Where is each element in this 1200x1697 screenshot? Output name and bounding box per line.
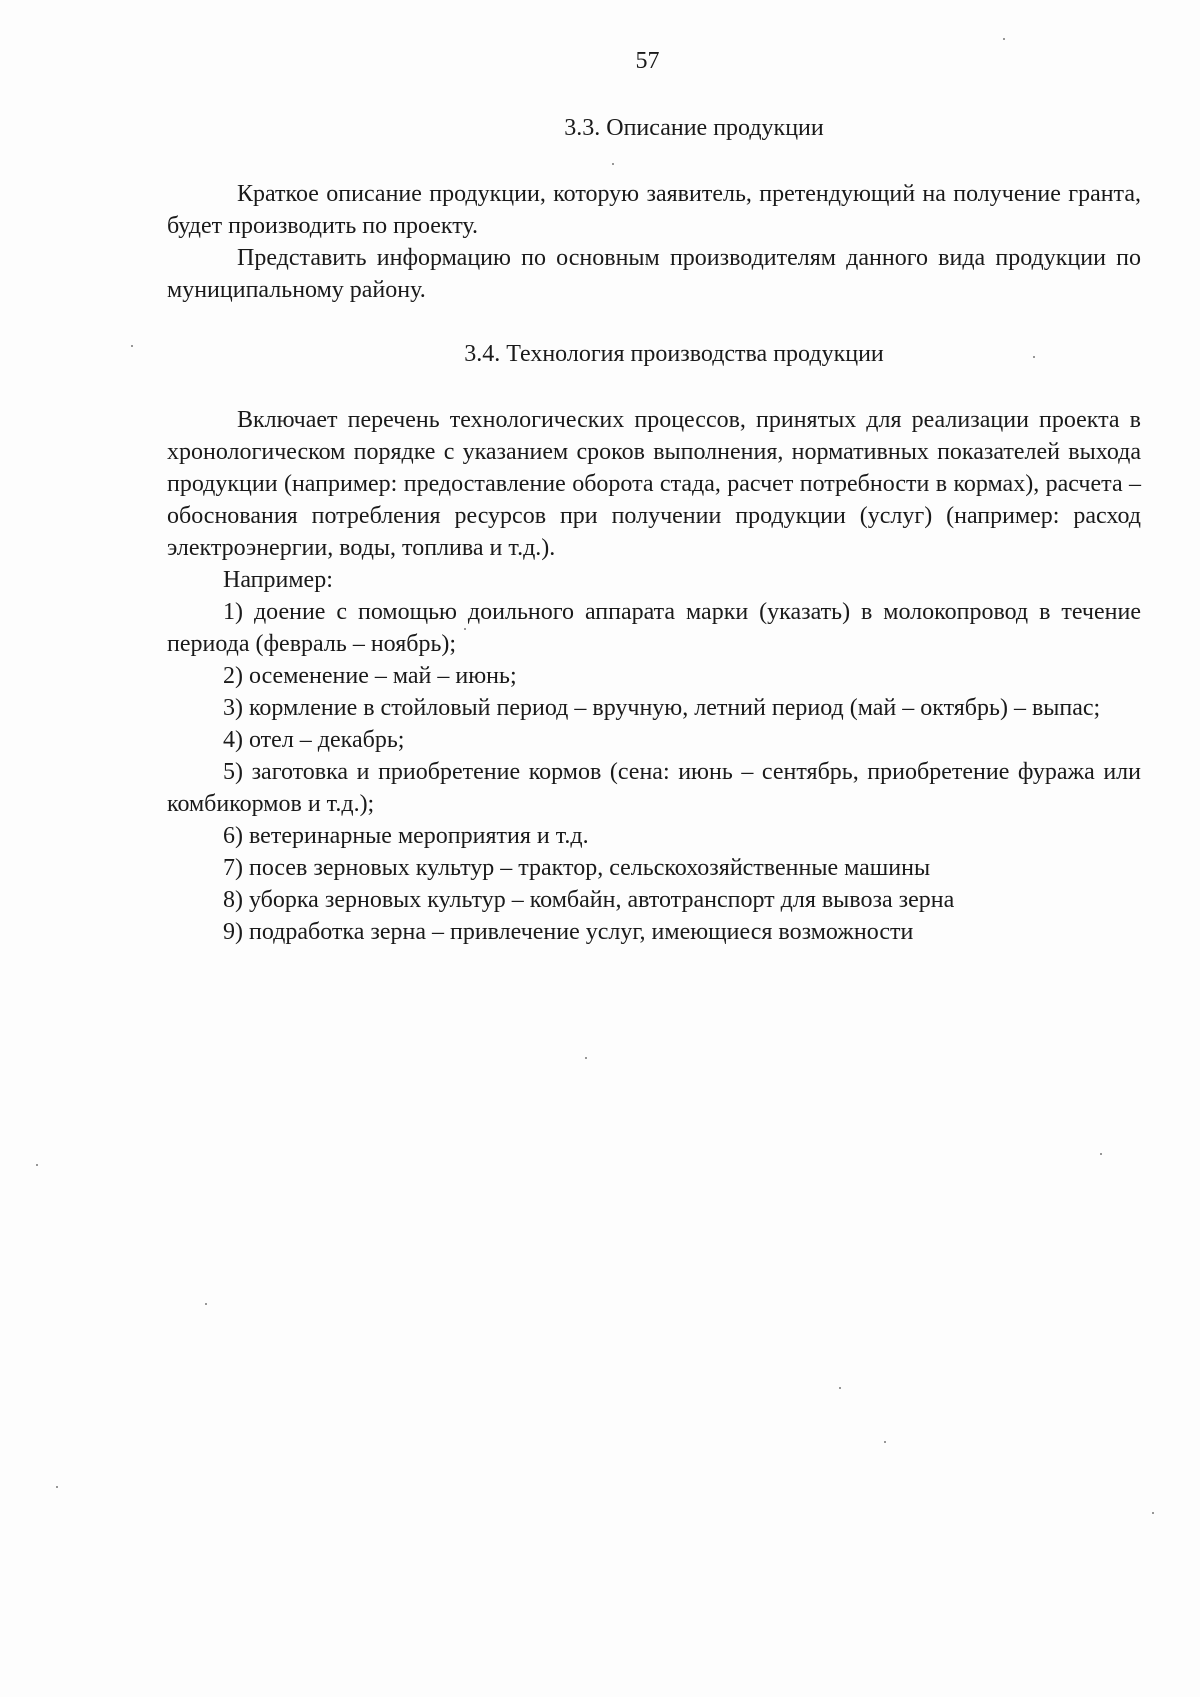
section-3-3-paragraph: Представить информацию по основным производителям данного вида продукции по муниципальному району. [167,245,1141,303]
page-content [167,112,1141,948]
list-item: 6) ветеринарные мероприятия и т.д. [223,823,589,849]
list-item: 3) кормление в стойловый период – вручную, летний период (май – октябрь) – выпас; [223,695,1101,721]
scan-speck [205,1303,207,1305]
scan-speck [585,1057,587,1059]
list-item: 5) заготовка и приобретение кормов (сена: июнь – сентябрь, приобретение фуража или комбикормов и т.д.); [167,759,1141,817]
scan-speck [464,628,466,630]
list-item: 9) подработка зерна – привлечение услуг, имеющиеся возможности [223,919,914,945]
scan-speck [1003,38,1005,40]
scan-speck [1152,1512,1154,1514]
scan-speck [36,1164,38,1166]
section-3-3-paragraph: Краткое описание продукции, которую заявитель, претендующий на получение гранта, будет производить по проекту. [167,181,1141,239]
section-3-4-title: 3.4. Технология производства продукции [464,341,884,367]
section-3-4-intro: Включает перечень технологических процессов, принятых для реализации проекта в хронологическом порядке с указанием сроков выполнения, нормативных показателей выхода продукции (например: предоставление оборота стада, расчет потребности в кормах), расчета – обоснования потребления ресурсов при получении продукции (услуг) (например: расход электроэнергии, воды, топлива и т.д.). [167,407,1141,561]
scan-speck [131,345,133,347]
list-item: 8) уборка зерновых культур – комбайн, автотранспорт для вывоза зерна [223,887,955,913]
scan-speck [1100,1153,1102,1155]
example-list [167,564,1141,948]
section-3-3-title: 3.3. Описание продукции [564,115,824,141]
list-item: 4) отел – декабрь; [223,727,405,753]
example-label: Например: [223,567,333,593]
page-number: 57 [635,48,660,74]
scan-speck [612,163,614,165]
scan-speck [884,1441,886,1443]
scan-speck [839,1387,841,1389]
list-item: 1) доение с помощью доильного аппарата марки (указать) в молокопровод в течение периода (февраль – ноябрь); [167,599,1141,657]
scan-speck [1033,356,1035,358]
list-item: 2) осеменение – май – июнь; [223,663,517,689]
scan-speck [56,1486,58,1488]
list-item: 7) посев зерновых культур – трактор, сельскохозяйственные машины [223,855,931,881]
